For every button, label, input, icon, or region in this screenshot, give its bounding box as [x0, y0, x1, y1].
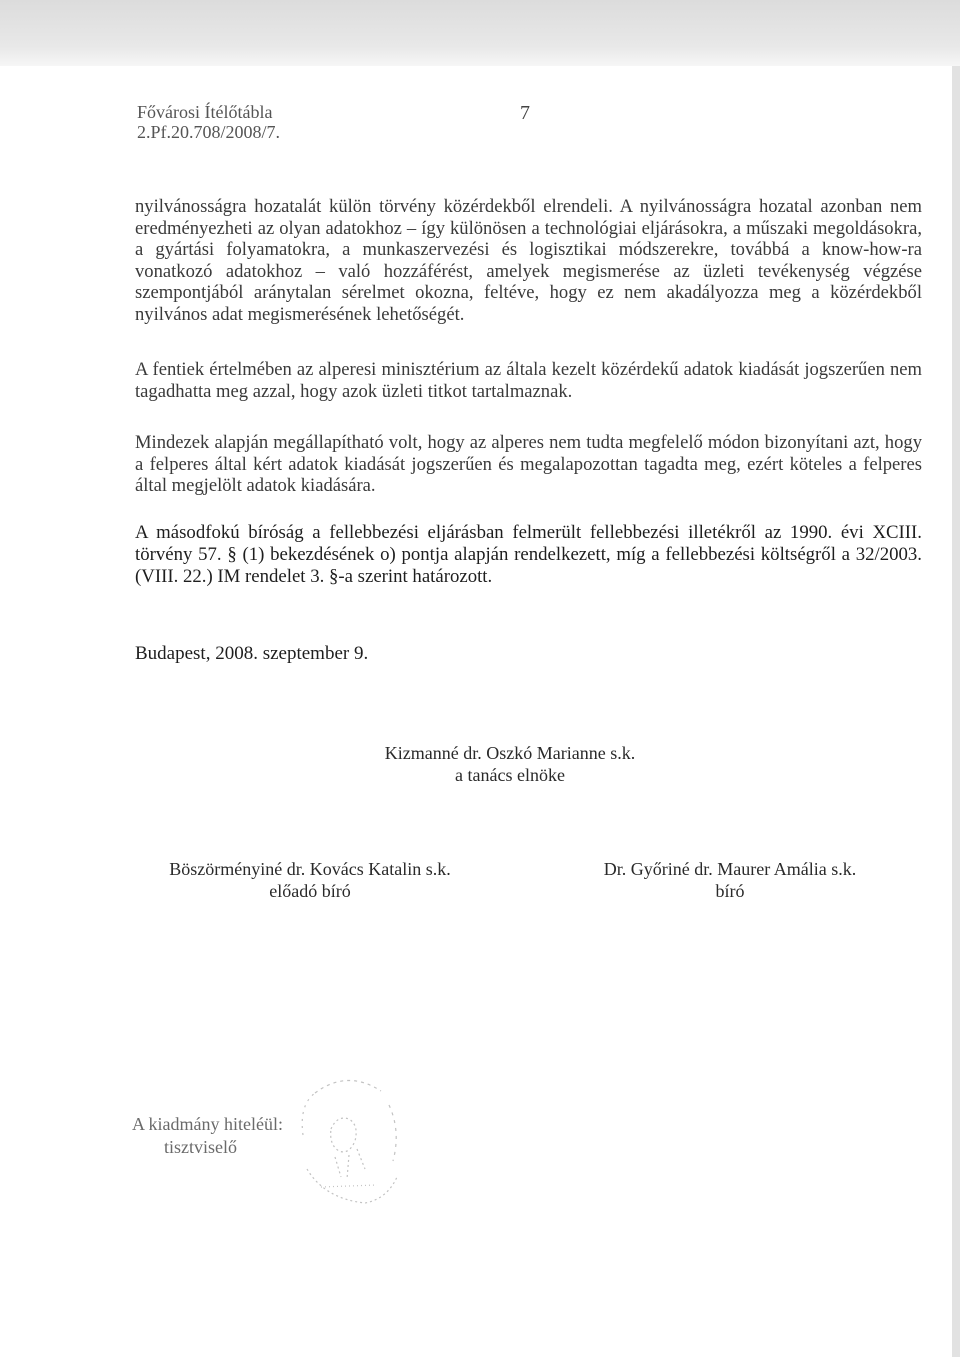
signature-role: a tanács elnöke	[455, 765, 565, 785]
document-header	[137, 102, 280, 142]
paragraph-public-access: nyilvánosságra hozatalát külön törvény közérdekből elrendeli. A nyilvánosságra hozatal azonban nem eredményezheti az olyan adatokhoz – így különösen a technológiai eljárásokra, a műszaki megoldásokra, a gyártási folyamatokra, a munkaszervezési és logisztikai módszerekre, továbbá a know-how-ra vonatkozó adatokhoz – való hozzáférést, amelyek megismerése az üzleti tevékenység végzése szempontjából aránytalan sérelmet okozna, feltéve, hogy ez nem akadályozza meg a közérdekből nyilvános adat megismerésének lehetőségét.	[135, 196, 922, 325]
certification-block	[132, 1113, 283, 1159]
certification-officer: tisztviselő	[164, 1137, 237, 1157]
case-number: 2.Pf.20.708/2008/7.	[137, 122, 281, 142]
signature-role: előadó bíró	[269, 881, 351, 901]
court-seal-stamp	[285, 1065, 410, 1210]
signature-rapporteur-judge	[120, 858, 500, 902]
paragraph-ministry-refusal: A fentiek értelmében az alperesi minisztérium az általa kezelt közérdekű adatok kiadását jogszerűen nem tagadhatta meg azzal, hogy azok üzleti titkot tartalmaznak.	[135, 359, 922, 402]
paragraph-costs: A másodfokú bíróság a fellebbezési eljárásban felmerült fellebbezési illetékről az 1990. évi XCIII. törvény 57. § (1) bekezdésének o) pontja alapján rendelkezett, míg a fellebbezési költségről a 32/2003. (VIII. 22.) IM rendelet 3. §-a szerint határozott.	[135, 522, 922, 587]
certification-line: A kiadmány hiteléül:	[132, 1114, 283, 1134]
signature-name: Dr. Győriné dr. Maurer Amália s.k.	[603, 859, 857, 879]
signature-name: Böszörményiné dr. Kovács Katalin s.k.	[169, 859, 451, 879]
scan-border-top	[0, 0, 960, 66]
signature-judge	[555, 858, 905, 902]
paragraph-conclusion: Mindezek alapján megállapítható volt, hogy az alperes nem tudta megfelelő módon bizonyítani azt, hogy a felperes által kért adatok kiadását jogszerűen és megalapozottan tagadta meg, ezért köteles a felperes által megjelölt adatok kiadására.	[135, 432, 922, 497]
signature-presiding-judge	[360, 742, 660, 786]
scan-border-right	[952, 66, 960, 1357]
court-name: Fővárosi Ítélőtábla	[137, 102, 273, 122]
signature-name: Kizmanné dr. Oszkó Marianne s.k.	[384, 743, 636, 763]
signature-role: bíró	[715, 881, 745, 901]
page-number: 7	[520, 102, 530, 124]
date-line: Budapest, 2008. szeptember 9.	[135, 643, 369, 664]
